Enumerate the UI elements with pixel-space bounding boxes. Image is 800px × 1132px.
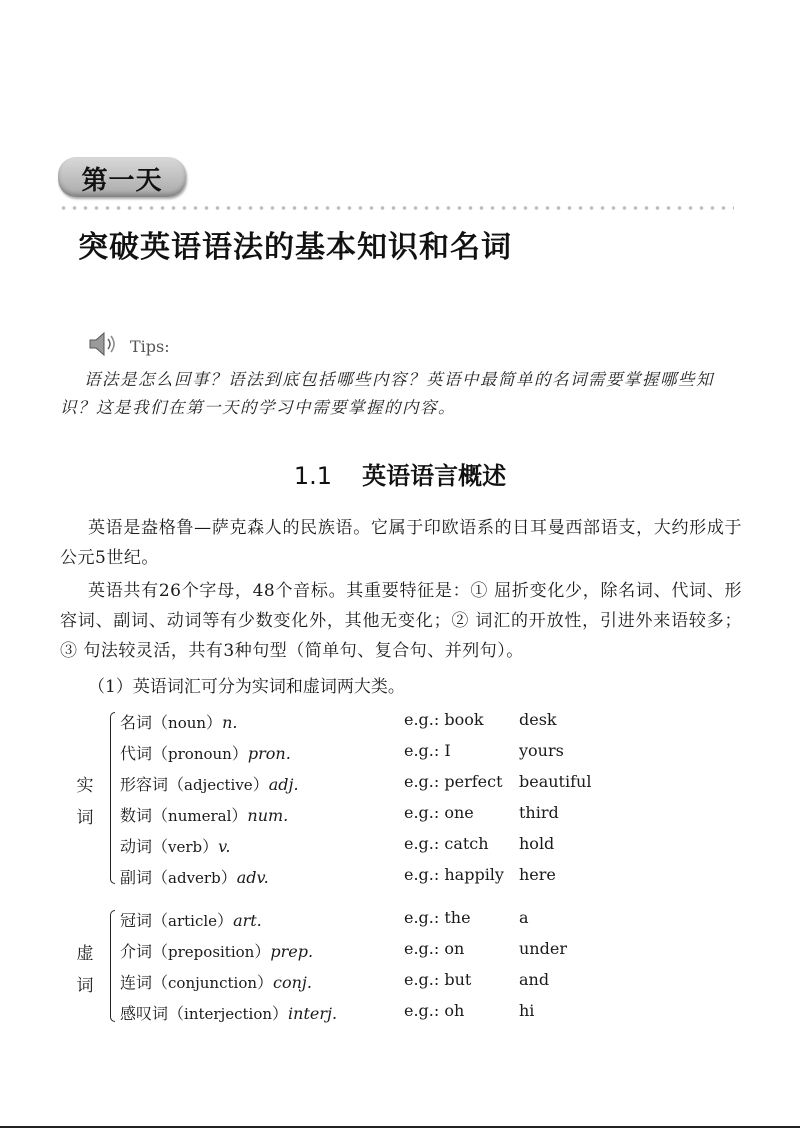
day-badge	[58, 157, 186, 197]
word-class-name: 介词（preposition）prep.	[120, 942, 314, 961]
section-heading	[0, 456, 800, 491]
example-1: e.g.: one	[404, 803, 474, 822]
tips-label: Tips:	[130, 337, 170, 356]
word-class-row	[0, 741, 800, 772]
word-class-row	[0, 939, 800, 970]
paragraph-3: （1）英语词汇可分为实词和虚词两大类。	[88, 677, 405, 697]
example-2: third	[519, 803, 559, 822]
example-1: e.g.: book	[404, 710, 484, 729]
word-class-name: 动词（verb）v.	[120, 837, 231, 856]
example-1: e.g.: catch	[404, 834, 489, 853]
page-bottom-rule	[0, 1126, 800, 1128]
word-class-name: 数词（numeral）num.	[120, 806, 289, 825]
example-1: e.g.: I	[404, 741, 451, 760]
example-2: under	[519, 939, 567, 958]
day-badge-label: 第一天	[81, 166, 163, 196]
example-2: a	[519, 908, 529, 927]
example-2: yours	[519, 741, 564, 760]
word-class-name: 感叹词（interjection）interj.	[120, 1004, 338, 1023]
example-1: e.g.: oh	[404, 1001, 465, 1020]
example-2: beautiful	[519, 772, 592, 791]
word-class-name: 代词（pronoun）pron.	[120, 744, 291, 763]
example-2: desk	[519, 710, 557, 729]
paragraph-1: 英语是盎格鲁—萨克森人的民族语。它属于印欧语系的日耳曼西部语支，大约形成于公元5世纪。	[60, 518, 742, 568]
example-1: e.g.: perfect	[404, 772, 503, 791]
word-class-name: 名词（noun）n.	[120, 713, 238, 732]
word-class-name: 形容词（adjective）adj.	[120, 775, 299, 794]
speaker-icon	[87, 330, 121, 358]
paragraph-2: 英语共有26个字母，48个音标。其重要特征是：① 屈折变化少，除名词、代词、形容词、副词、动词等有少数变化外，其他无变化；② 词汇的开放性，引进外来语较多；③ 句法较灵活，共有3种句型（简单句、复合句、并列句）。	[60, 581, 742, 661]
word-class-name: 连词（conjunction）conj.	[120, 973, 312, 992]
chapter-title: 突破英语语法的基本知识和名词	[78, 230, 512, 265]
group-label-char: 词	[76, 976, 94, 996]
example-2: here	[519, 865, 556, 884]
word-class-row	[0, 1001, 800, 1032]
example-1: e.g.: on	[404, 939, 465, 958]
example-2: hi	[519, 1001, 535, 1020]
example-1: e.g.: but	[404, 970, 472, 989]
word-class-row	[0, 803, 800, 834]
section-number: 1.1	[293, 462, 333, 490]
group-label-char: 虚	[76, 944, 94, 964]
example-1: e.g.: the	[404, 908, 471, 927]
word-class-row	[0, 970, 800, 1001]
dotted-divider	[58, 205, 734, 211]
word-class-row	[0, 710, 800, 741]
word-class-row	[0, 834, 800, 865]
word-class-row	[0, 865, 800, 896]
word-class-name: 副词（adverb）adv.	[120, 868, 269, 887]
group-label-char: 词	[76, 808, 94, 828]
word-class-name: 冠词（article）art.	[120, 911, 262, 930]
example-2: and	[519, 970, 550, 989]
tips-text: 语法是怎么回事？语法到底包括哪些内容？英语中最简单的名词需要掌握哪些知识？这是我们在第一天的学习中需要掌握的内容。	[60, 370, 714, 417]
word-class-row	[0, 772, 800, 803]
section-title: 英语语言概述	[362, 462, 507, 490]
example-1: e.g.: happily	[404, 865, 504, 884]
word-class-row	[0, 908, 800, 939]
example-2: hold	[519, 834, 555, 853]
group-label-char: 实	[76, 776, 94, 796]
